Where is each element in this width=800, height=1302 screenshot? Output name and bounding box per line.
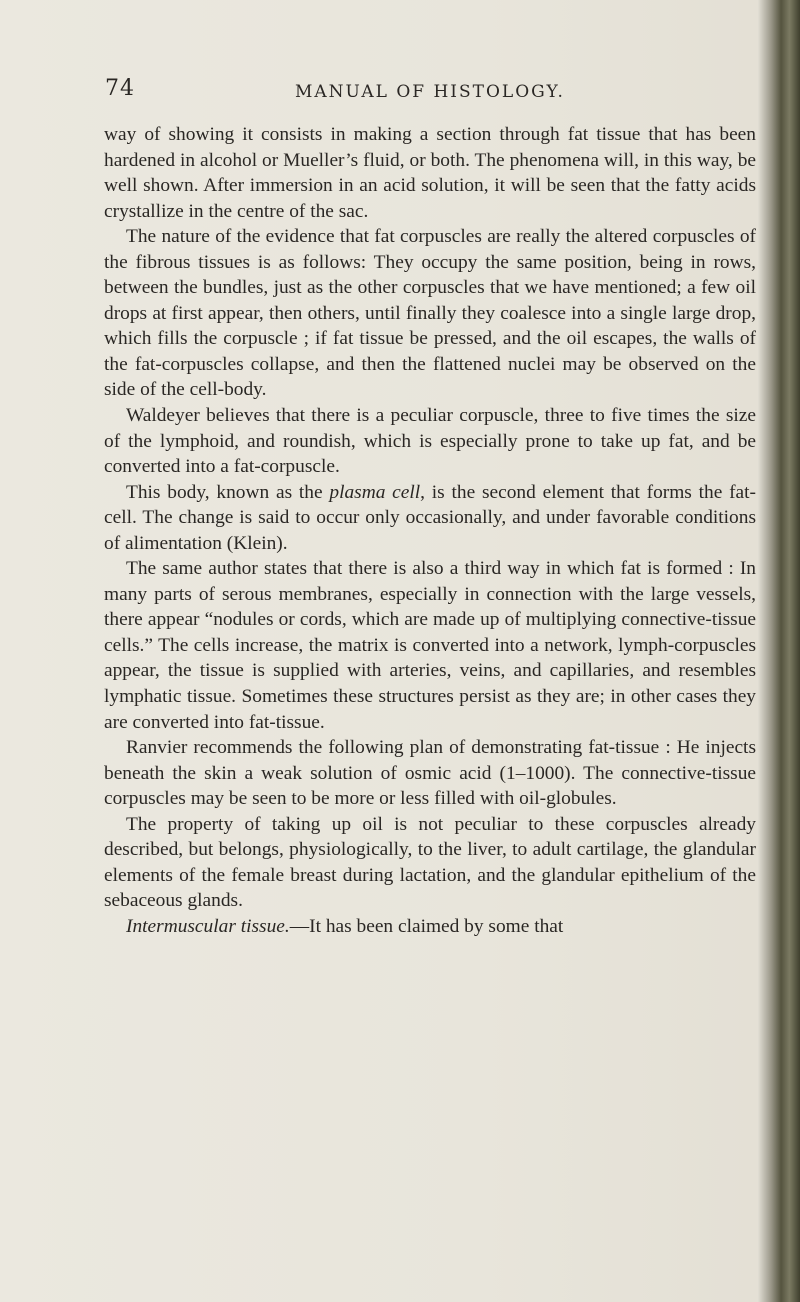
paragraph-ranvier: Ranvier recommends the following plan of demonstrating fat-tissue : He injects beneath the skin a weak solution of osmic acid (1–1000). The connective-tissue corpuscles may be seen to be more or less filled with oil-globules. xyxy=(104,737,756,810)
page-binding-edge xyxy=(758,0,800,1302)
body-text xyxy=(104,122,756,940)
intermuscular-heading: Intermuscular tissue. xyxy=(126,915,290,937)
intermuscular-text: —It has been claimed by some that xyxy=(289,915,564,937)
paragraph-third-way: The same author states that there is also a third way in which fat is formed : In many parts of serous membranes, especially in connection with the large vessels, there appear “nodules or cords, which are made up of multiplying connective-tissue cells.” The cells increase, the matrix is converted into a network, lymph-corpuscles appear, the tissue is supplied with arteries, veins, and capillaries, and resembles lymphatic tissue. Sometimes these structures persist as they are; in other cases they are converted into fat-tissue. xyxy=(104,558,756,733)
paragraph-intermuscular xyxy=(104,914,756,940)
paragraph-waldeyer: Waldeyer believes that there is a peculiar corpuscle, three to five times the size of the lymphoid, and roundish, which is especially prone to take up fat, and be converted into a fat-corpuscle. xyxy=(104,405,756,478)
plasma-cell-rest-text: , is the second element that forms the fat-cell. The change is said to occur only occasionally, and under favorable conditions of alimentation (Klein). xyxy=(104,481,756,554)
paragraph-oil-property: The property of taking up oil is not peculiar to these corpuscles already described, but belongs, physiologically, to the liver, to adult cartilage, the glandular elements of the female breast during lactation, and the glandular epithelium of the sebaceous glands. xyxy=(104,813,756,912)
running-head: MANUAL OF HISTOLOGY. xyxy=(295,82,565,102)
paragraph-plasma-cell xyxy=(104,480,756,557)
page-number: 74 xyxy=(105,76,135,101)
plasma-cell-lead-text: This body, known as the xyxy=(126,481,330,503)
paragraph-fat-corpuscle-evidence: The nature of the evidence that fat corpuscles are really the altered corpuscles of the fibrous tissues is as follows: They occupy the same position, being in rows, between the bundles, just as the other corpuscles that we have mentioned; a few oil drops at first appear, then others, until finally they coalesce into a single large drop, which fills the corpuscle ; if fat tissue be pressed, and the oil escapes, the walls of the fat-corpuscles collapse, and then the flattened nuclei may be observed on the side of the cell-body. xyxy=(104,226,756,401)
plasma-cell-term: plasma cell xyxy=(329,481,421,503)
paragraph-fat-section-method: way of showing it consists in making a section through fat tissue that has been hardened in alcohol or Mueller’s fluid, or both. The phenomena will, in this way, be well shown. After immersion in an acid solution, it will be seen that the fatty acids crystallize in the centre of the sac. xyxy=(104,124,756,222)
page-header xyxy=(0,76,760,116)
